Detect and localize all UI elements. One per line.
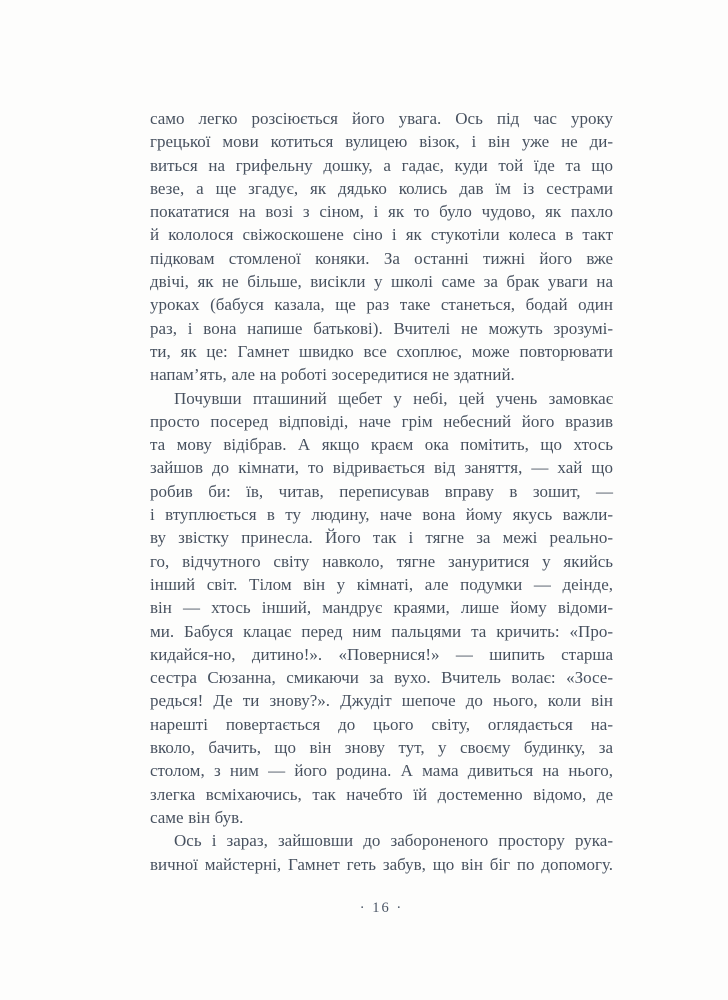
text-line: ми. Бабуся клацає перед ним пальцями та кричить: «Про- bbox=[150, 621, 613, 641]
text-line: та мову відібрав. А якщо краєм ока помітить, що хтось bbox=[150, 435, 613, 455]
text-line: саме він був. bbox=[150, 807, 244, 827]
text-line: інший світ. Тілом він у кімнаті, але подумки — деінде, bbox=[150, 574, 613, 594]
text-line: го, відчутного світу навколо, тягне зануритися у якийсь bbox=[150, 551, 613, 571]
text-line: двічі, як не більше, висікли у школі саме за брак уваги на bbox=[150, 272, 613, 292]
text-line: Ось і зараз, зайшовши до забороненого простору рука- bbox=[174, 831, 613, 851]
paragraph-3 bbox=[150, 829, 613, 876]
page-number: · 16 · bbox=[359, 900, 404, 916]
paragraph-2 bbox=[150, 387, 613, 830]
text-line: робив би: їв, читав, переписував вправу в зошит, — bbox=[150, 481, 613, 501]
text-line: раз, і вона напише батькові). Вчителі не можуть зрозумі- bbox=[150, 318, 613, 338]
text-line: покататися на возі з сіном, і як то було чудово, як пахло bbox=[150, 202, 613, 222]
text-line: злегка всміхаючись, так начебто їй достеменно відомо, де bbox=[150, 784, 613, 804]
text-line: вичної майстерні, Гамнет геть забув, що він біг по допомогу. bbox=[150, 854, 613, 874]
text-line: нарешті повертається до цього світу, оглядається на- bbox=[150, 714, 613, 734]
page-text-block bbox=[150, 107, 613, 876]
text-line: само легко розсіюється його увага. Ось під час уроку bbox=[150, 109, 613, 128]
text-line: виться на грифельну дошку, а гадає, куди той їде та що bbox=[150, 155, 613, 175]
text-line: кидайся-но, дитино!». «Повернися!» — шипить старша bbox=[150, 644, 613, 664]
text-line: сестра Сюзанна, смикаючи за вухо. Вчитель волає: «Зосе- bbox=[150, 668, 613, 688]
text-line: уроках (бабуся казала, ще раз таке станеться, бодай один bbox=[150, 295, 613, 315]
text-line: ву звістку принесла. Його так і тягне за межі реально- bbox=[150, 528, 613, 548]
text-line: й кололося свіжоскошене сіно і як стукотіли колеса в такт bbox=[150, 225, 613, 245]
text-line: підковам стомленої коняки. За останні тижні його вже bbox=[150, 248, 613, 268]
text-line: везе, а ще згадує, як дядько колись дав їм із сестрами bbox=[150, 178, 613, 198]
text-line: грецької мови котиться вулицею візок, і він уже не ди- bbox=[150, 132, 613, 152]
text-line: просто посеред відповіді, наче грім небесний його вразив bbox=[150, 411, 613, 431]
paragraph-1 bbox=[150, 107, 613, 387]
text-line: і втуплюється в ту людину, наче вона йому якусь важли- bbox=[150, 505, 613, 525]
text-line: редься! Де ти знову?». Джудіт шепоче до нього, коли він bbox=[150, 691, 613, 711]
text-line: Почувши пташиний щебет у небі, цей учень замовкає bbox=[174, 388, 613, 408]
text-line: він — хтось інший, мандрує краями, лише йому відоми- bbox=[150, 598, 613, 618]
text-line: напам’ять, але на роботі зосередитися не здатний. bbox=[150, 365, 515, 385]
text-line: столом, з ним — його родина. А мама дивиться на нього, bbox=[150, 761, 613, 781]
page-footer bbox=[150, 899, 613, 917]
text-line: ти, як це: Гамнет швидко все схоплює, може повторювати bbox=[150, 341, 613, 361]
text-line: зайшов до кімнати, то відривається від заняття, — хай що bbox=[150, 458, 613, 478]
text-line: вколо, бачить, що він знову тут, у своєму будинку, за bbox=[150, 738, 613, 758]
